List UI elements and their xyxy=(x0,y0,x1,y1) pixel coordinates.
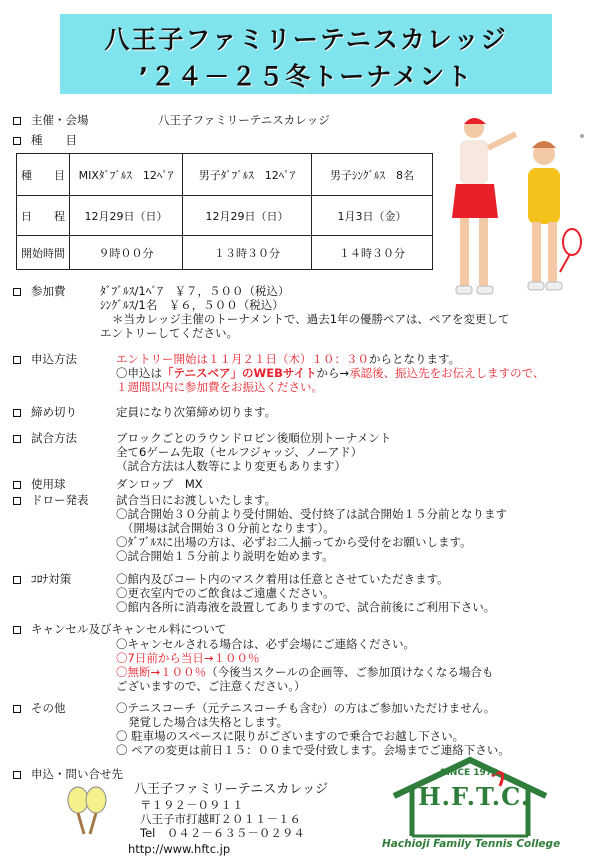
checkbox-icon xyxy=(13,117,21,125)
ball-label: 使用球 xyxy=(31,477,66,491)
logo-mark: H.F.T.C. xyxy=(418,782,531,811)
contact-url[interactable]: http://www.hftc.jp xyxy=(128,842,231,856)
fee-note-1: ＊当カレッジ主催のトーナメントで、過去1年の優勝ペアは、ペアを変更して xyxy=(112,312,510,326)
checkbox-icon xyxy=(13,137,21,145)
ball-value: ダンロップ MX xyxy=(116,477,203,491)
table-row xyxy=(17,154,433,196)
draw-line-4: 〇ﾀﾞﾌﾞﾙｽに出場の方は、必ずお二人揃ってから受付をお願いします。 xyxy=(116,535,472,549)
deadline-label: 締め切り xyxy=(31,405,77,419)
checkbox-icon xyxy=(13,771,21,779)
other-line-3: 〇 駐車場のスペースに限りがございますので乗合でお越し下さい。 xyxy=(116,729,465,743)
draw-line-1: 試合当日にお渡しいたします。 xyxy=(116,493,277,507)
checkbox-icon xyxy=(13,435,21,443)
apply-start-red: エントリー開始は１１月２１日（木）１０：３０ xyxy=(116,352,369,366)
covid-line-2: 〇更衣室内でのご飲食はご遠慮ください。 xyxy=(116,586,335,600)
deadline-row xyxy=(13,405,77,420)
covid-line-1: 〇館内及びコート内のマスク着用は任意とさせていただきます。 xyxy=(116,572,449,586)
table-row xyxy=(17,196,433,236)
cancel-line-4: ございますので、ご注意ください。） xyxy=(116,679,306,693)
event-cell-3: 男子ｼﾝｸﾞﾙｽ 8名 xyxy=(312,154,433,196)
format-line-1: ブロックごとのラウンドロビン後順位別トーナメント xyxy=(116,431,392,445)
fee-singles: ｼﾝｸﾞﾙｽ/1名 ￥６，５００（税込） xyxy=(100,298,284,312)
contact-label: 申込・問い合せ先 xyxy=(31,767,123,781)
apply-web xyxy=(116,366,544,381)
contact-tel: Tel ０４２－６３５－０２９４ xyxy=(140,826,305,840)
cancel-line-3-black: （今後当スクールの企画等、ご参加頂けなくなる場合も xyxy=(206,665,494,679)
row-label-start: 開始時間 xyxy=(17,236,70,270)
row-label-event: 種 目 xyxy=(17,154,70,196)
apply-web-mid: から→ xyxy=(316,366,350,380)
draw-line-5: 〇試合開始１５分前より説明を始めます。 xyxy=(116,549,334,563)
apply-web-red-2: １週間以内に参加費をお振込ください。 xyxy=(116,380,323,394)
table-row xyxy=(17,236,433,270)
format-row xyxy=(13,431,77,446)
format-label: 試合方法 xyxy=(31,431,77,445)
ball-row xyxy=(13,477,66,492)
date-cell-3: 1月3日（金） xyxy=(312,196,433,236)
title-banner xyxy=(60,14,552,94)
logo-name: Hachioji Family Tennis College xyxy=(382,838,561,850)
event-cell-2: 男子ﾀﾞﾌﾞﾙｽ 12ﾍﾟｱ xyxy=(183,154,312,196)
format-line-3: （試合方法は人数等により変更もあります） xyxy=(116,459,346,473)
cancel-line-3-red: 〇無断→１００％ xyxy=(116,665,207,679)
events-row xyxy=(13,133,77,148)
apply-start-black: からとなります。 xyxy=(369,352,461,366)
fee-label: 参加費 xyxy=(31,284,66,298)
draw-line-2: 〇試合開始３０分前より受付開始、受付終了は試合開始１５分前となります xyxy=(116,507,507,521)
other-line-2: 発覚した場合は失格とします。 xyxy=(128,715,289,729)
apply-label: 申込方法 xyxy=(31,352,77,366)
title-line-1: 八王子ファミリーテニスカレッジ xyxy=(104,25,508,54)
contact-row xyxy=(13,767,123,782)
checkbox-icon xyxy=(13,409,21,417)
start-cell-2: １３時３０分 xyxy=(183,236,312,270)
start-cell-1: ９時００分 xyxy=(70,236,183,270)
logo-since: SINCE 1972 xyxy=(440,768,499,778)
cancel-line-3 xyxy=(116,665,493,680)
covid-line-3: 〇館内各所に消毒液を設置してありますので、試合前後にご利用下さい。 xyxy=(116,600,496,614)
other-row xyxy=(13,701,66,716)
events-label: 種 目 xyxy=(31,133,77,147)
deadline-value: 定員になり次第締め切ります。 xyxy=(116,405,277,419)
contact-zip: 〒１９２－０９１１ xyxy=(140,798,244,812)
other-line-1: 〇テニスコーチ（元テニスコーチも含む）の方はご参加いただけません。 xyxy=(116,701,496,715)
checkbox-icon xyxy=(13,288,21,296)
fee-note-2: エントリーしてください。 xyxy=(100,326,238,340)
cancel-line-1: 〇キャンセルされる場合は、必ず会場にご連絡ください。 xyxy=(116,637,415,651)
format-line-2: 全て6ゲーム先取（セルフジャッジ、ノーアド） xyxy=(116,445,363,459)
apply-row xyxy=(13,352,77,367)
organizer-row xyxy=(13,113,89,128)
other-line-4: 〇 ペアの変更は前日１５：００まで受付致します。会場までご連絡下さい。 xyxy=(116,743,510,757)
draw-row xyxy=(13,493,89,508)
apply-web-pre: 〇申込は xyxy=(116,366,162,380)
contact-address: 八王子市打越町２０１１－１６ xyxy=(140,812,301,826)
cancel-row xyxy=(13,622,226,637)
covid-row xyxy=(13,572,71,587)
checkbox-icon xyxy=(13,626,21,634)
event-cell-1: MIXﾀﾞﾌﾞﾙｽ 12ﾍﾟｱ xyxy=(70,154,183,196)
checkbox-icon xyxy=(13,576,21,584)
apply-web-link[interactable]: 「テニスベア」のWEBサイト xyxy=(162,366,317,380)
checkbox-icon xyxy=(13,481,21,489)
tennis-players-illustration xyxy=(432,112,592,324)
organizer-label: 主催・会場 xyxy=(31,113,89,127)
apply-web-red: 承認後、振込先をお伝えしますので、 xyxy=(349,366,545,380)
draw-label: ドロー発表 xyxy=(31,493,89,507)
checkbox-icon xyxy=(13,497,21,505)
covid-label: ｺﾛﾅ対策 xyxy=(31,572,72,586)
draw-line-3: （開場は試合開始３０分前となります）。 xyxy=(122,521,335,535)
start-cell-3: １４時３０分 xyxy=(312,236,433,270)
tennis-racket-icon xyxy=(64,786,112,838)
date-cell-2: 12月29日（日） xyxy=(183,196,312,236)
organizer-value: 八王子ファミリーテニスカレッジ xyxy=(158,113,330,127)
fee-doubles: ﾀﾞﾌﾞﾙｽ/1ﾍﾟｱ ￥７，５００（税込） xyxy=(100,284,290,298)
contact-name: 八王子ファミリーテニスカレッジ xyxy=(134,782,329,797)
cancel-label: キャンセル及びキャンセル料について xyxy=(31,622,227,636)
checkbox-icon xyxy=(13,356,21,364)
hftc-logo xyxy=(382,756,561,856)
date-cell-1: 12月29日（日） xyxy=(70,196,183,236)
title-line-2: ’２４－２５冬トーナメント xyxy=(138,62,474,91)
checkbox-icon xyxy=(13,705,21,713)
other-label: その他 xyxy=(31,701,66,715)
schedule-table xyxy=(16,153,433,270)
row-label-date: 日 程 xyxy=(17,196,70,236)
fee-row xyxy=(13,284,66,299)
apply-start xyxy=(116,352,460,367)
cancel-line-2: 〇7日前から当日→１００％ xyxy=(116,651,260,665)
